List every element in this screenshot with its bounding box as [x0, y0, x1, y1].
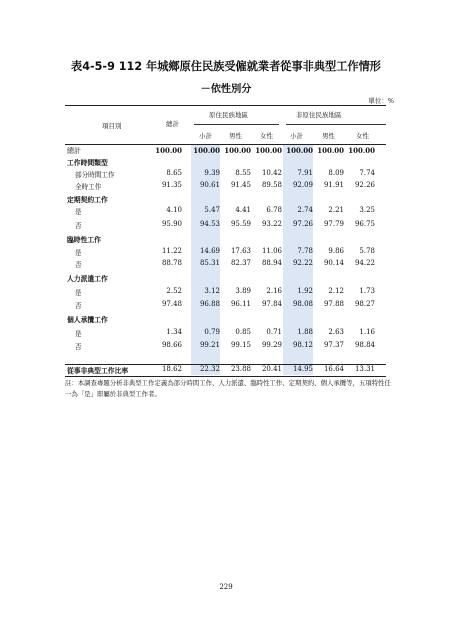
table-row	[0, 341, 452, 351]
table-row	[0, 194, 452, 204]
page-number: 229	[219, 583, 233, 591]
row-label: 否	[75, 261, 82, 269]
table-cell: 97.37	[323, 341, 344, 349]
table-cell: 99.29	[261, 341, 282, 349]
table-cell: 100.00	[255, 146, 282, 155]
header-total: 總計	[166, 120, 179, 128]
header-bottom-rule	[65, 144, 386, 145]
table-row	[0, 234, 452, 244]
table-cell: 14.95	[292, 365, 313, 373]
table-cell: 23.88	[230, 365, 251, 373]
table-cell: 99.15	[230, 341, 251, 349]
table-cell: 92.22	[292, 259, 313, 267]
table-cell: 100.00	[224, 146, 251, 155]
table-cell: 8.55	[235, 169, 251, 177]
table-row	[0, 146, 452, 156]
table-cell: 13.31	[354, 365, 375, 373]
header-item: 項目別	[102, 122, 122, 130]
row-label: 部分時間工作	[75, 171, 115, 179]
table-cell: 98.84	[354, 341, 375, 349]
table-row	[0, 169, 452, 179]
table-cell: 8.09	[328, 169, 344, 177]
table-cell: 4.10	[166, 206, 182, 214]
table-cell: 2.74	[297, 206, 313, 214]
row-label: 從事非典型工作比率	[67, 367, 129, 375]
table-cell: 92.26	[354, 181, 375, 189]
table-end-rule	[65, 376, 386, 377]
table-cell: 94.53	[199, 220, 220, 228]
header-subtotal: 小計	[290, 132, 303, 140]
table-cell: 95.59	[230, 220, 251, 228]
table-cell: 100.00	[193, 146, 220, 155]
row-label: 是	[75, 208, 82, 216]
row-label: 是	[75, 249, 82, 257]
row-label: 否	[75, 343, 82, 351]
table-cell: 9.39	[204, 169, 220, 177]
table-cell: 3.89	[235, 287, 251, 295]
row-label: 否	[75, 302, 82, 310]
table-row	[0, 287, 452, 297]
table-row	[0, 220, 452, 230]
table-cell: 91.91	[323, 181, 344, 189]
header-group-underline	[286, 124, 386, 125]
header-non-indigenous-area: 非原住民族地區	[296, 111, 342, 119]
table-cell: 91.35	[161, 181, 182, 189]
row-label: 定期契約工作	[67, 196, 108, 204]
header-female: 女性	[356, 132, 369, 140]
table-cell: 2.63	[328, 328, 344, 336]
table-cell: 10.42	[261, 169, 282, 177]
row-label: 總計	[67, 147, 81, 155]
row-label: 個人承攬工作	[67, 316, 108, 324]
header-male: 男性	[322, 132, 335, 140]
page-title: 表4-5-9 112 年城鄉原住民族受僱就業者從事非典型工作情形	[71, 60, 381, 73]
table-cell: 98.12	[292, 341, 313, 349]
page-subtitle: －依性別分	[200, 84, 252, 95]
table-cell: 96.11	[230, 300, 251, 308]
table-cell: 96.75	[354, 220, 375, 228]
table-cell: 17.63	[230, 247, 251, 255]
table-cell: 18.62	[161, 365, 182, 373]
table-cell: 7.78	[297, 247, 313, 255]
table-cell: 0.79	[204, 328, 220, 336]
table-cell: 100.00	[348, 146, 375, 155]
table-cell: 90.61	[199, 181, 220, 189]
table-cell: 22.32	[199, 365, 220, 373]
table-row	[0, 181, 452, 191]
table-cell: 1.92	[297, 287, 313, 295]
header-indigenous-area: 原住民族地區	[209, 111, 248, 119]
table-cell: 97.84	[261, 300, 282, 308]
table-cell: 100.00	[317, 146, 344, 155]
row-label: 全時工作	[75, 183, 102, 191]
table-cell: 16.64	[323, 365, 344, 373]
table-row	[0, 273, 452, 283]
table-cell: 100.00	[155, 146, 182, 155]
row-label: 是	[75, 330, 82, 338]
table-row	[0, 314, 452, 324]
header-group-underline	[194, 124, 279, 125]
table-cell: 85.31	[199, 259, 220, 267]
table-cell: 97.79	[323, 220, 344, 228]
table-cell: 88.78	[161, 259, 182, 267]
table-cell: 93.22	[261, 220, 282, 228]
table-row	[0, 300, 452, 310]
row-label: 工作時間類型	[67, 159, 108, 167]
table-cell: 2.21	[328, 206, 344, 214]
table-cell: 11.22	[161, 247, 182, 255]
table-cell: 1.16	[359, 328, 375, 336]
table-row	[0, 157, 452, 167]
table-cell: 7.74	[359, 169, 375, 177]
table-cell: 3.12	[204, 287, 220, 295]
header-subtotal: 小計	[199, 132, 212, 140]
table-cell: 98.66	[161, 341, 182, 349]
table-cell: 97.88	[323, 300, 344, 308]
table-cell: 1.88	[297, 328, 313, 336]
table-cell: 9.86	[328, 247, 344, 255]
table-cell: 82.37	[230, 259, 251, 267]
table-cell: 7.91	[297, 169, 313, 177]
header-male: 男性	[229, 132, 242, 140]
footnote: 註：本調查專題分析非典型工作定義為部分時間工作、人力派遣、臨時性工作、定期契約、個人承攬等，五項特性任一為「是」即屬於非典型工作者。	[65, 379, 391, 398]
table-cell: 91.45	[230, 181, 251, 189]
table-cell: 0.85	[235, 328, 251, 336]
table-cell: 88.94	[261, 259, 282, 267]
table-cell: 97.26	[292, 220, 313, 228]
table-cell: 2.52	[166, 287, 182, 295]
table-cell: 11.06	[261, 247, 282, 255]
table-cell: 8.65	[166, 169, 182, 177]
table-cell: 98.27	[354, 300, 375, 308]
table-cell: 1.34	[166, 328, 182, 336]
table-cell: 90.14	[323, 259, 344, 267]
table-cell: 5.47	[204, 206, 220, 214]
row-label: 是	[75, 289, 82, 297]
table-cell: 2.12	[328, 287, 344, 295]
table-cell: 5.78	[359, 247, 375, 255]
row-label: 臨時性工作	[67, 236, 101, 244]
table-cell: 20.41	[261, 365, 282, 373]
table-row	[0, 259, 452, 269]
table-cell: 2.16	[266, 287, 282, 295]
table-cell: 1.73	[359, 287, 375, 295]
unit-label: 單位：%	[368, 97, 394, 105]
table-cell: 6.78	[266, 206, 282, 214]
table-cell: 0.71	[266, 328, 282, 336]
table-cell: 99.21	[199, 341, 220, 349]
table-cell: 4.41	[235, 206, 251, 214]
table-row	[0, 365, 452, 375]
row-label: 否	[75, 222, 82, 230]
table-cell: 3.25	[359, 206, 375, 214]
table-cell: 98.08	[292, 300, 313, 308]
table-cell: 89.58	[261, 181, 282, 189]
table-cell: 97.48	[161, 300, 182, 308]
table-cell: 100.00	[286, 146, 313, 155]
header-female: 女性	[260, 132, 273, 140]
table-cell: 14.69	[199, 247, 220, 255]
table-row	[0, 206, 452, 216]
table-row	[0, 328, 452, 338]
table-bottom-rule	[65, 364, 386, 365]
table-cell: 94.22	[354, 259, 375, 267]
table-cell: 96.88	[199, 300, 220, 308]
table-top-rule	[65, 105, 386, 106]
row-label: 人力派遣工作	[67, 275, 108, 283]
table-row	[0, 247, 452, 257]
table-cell: 95.90	[161, 220, 182, 228]
table-cell: 92.09	[292, 181, 313, 189]
